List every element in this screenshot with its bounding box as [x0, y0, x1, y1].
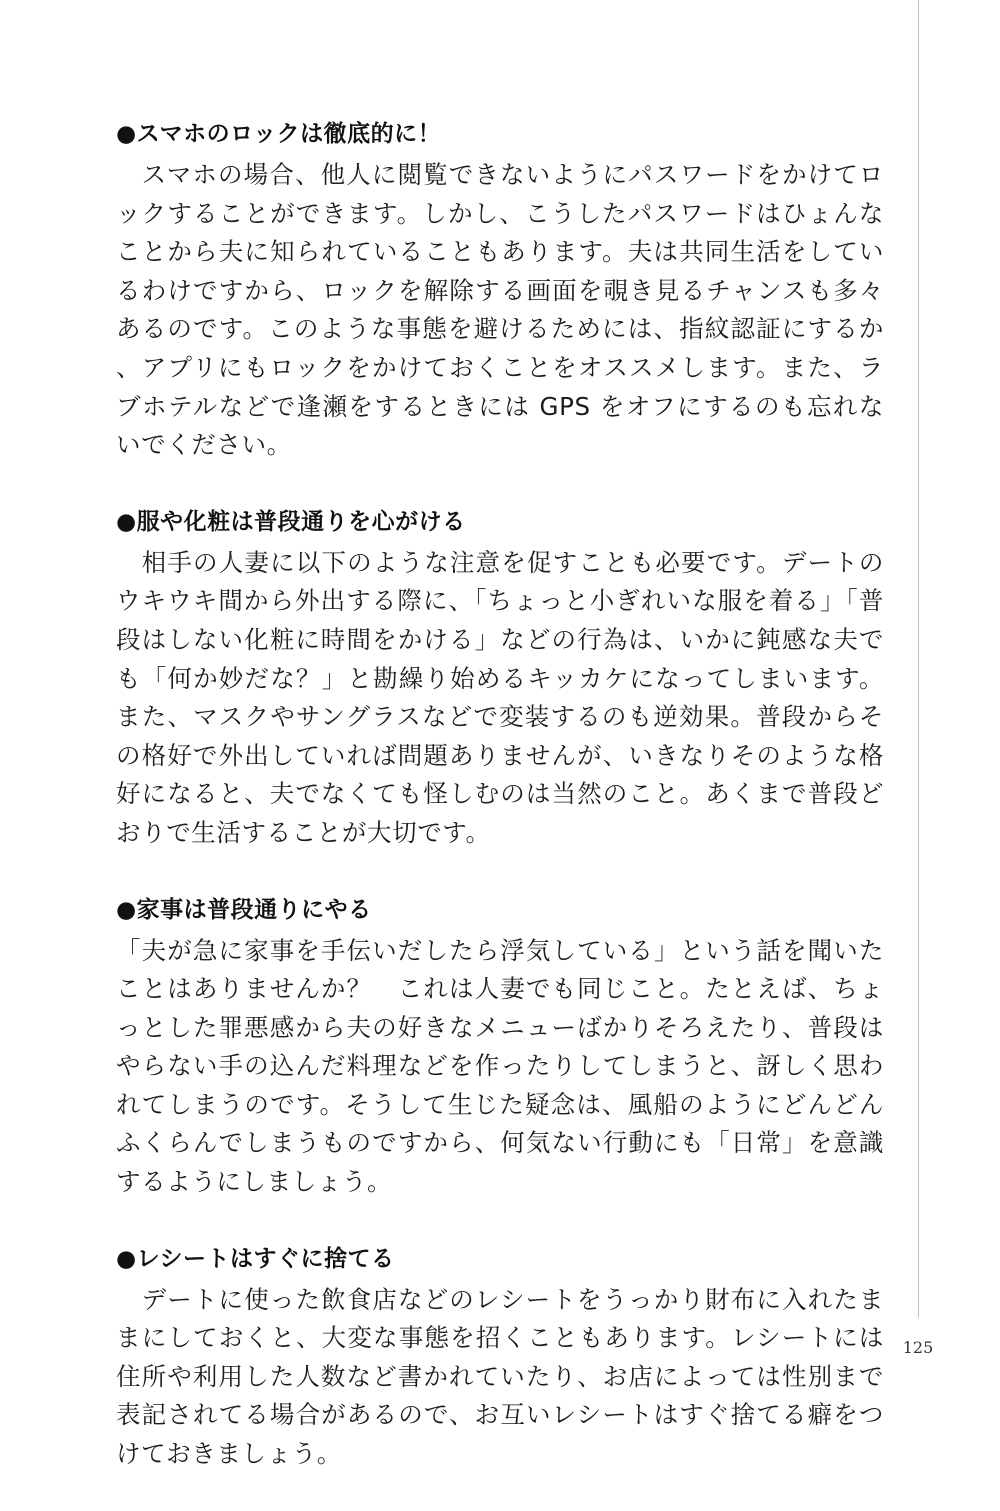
section-heading: ●スマホのロックは徹底的に！ [116, 121, 442, 147]
section-housework [116, 890, 884, 1202]
section-body: スマホの場合、他人に閲覧できないようにパスワードをかけてロックすることができます。しかし、こうしたパスワードはひょんなことから夫に知られていることもあります。夫は共同生活をしているわけですから、ロックを解除する画面を覗き見るチャンスも多々あるのです。このような事態を避けるためには、指紋認証にするか、アプリにもロックをかけておくことをオススメします。また、ラブホテルなどで逢瀬をするときには GPS をオフにするのも忘れないでください。 [116, 160, 884, 460]
section-body: 「夫が急に家事を手伝いだしたら浮気している」という話を聞いたことはありませんか？ これは人妻でも同じこと。たとえば、ちょっとした罪悪感から夫の好きなメニューばかりそろえたり、普段はやらない手の込んだ料理などを作ったりしてしまうと、訝しく思われてしまうのです。そうして生じた疑念は、風船のようにどんどんふくらんでしまうものですから、何気ない行動にも「日常」を意識するようにしましょう。 [116, 935, 884, 1197]
page-number: 125 [902, 1338, 934, 1357]
section-smartphone-lock [116, 114, 884, 465]
section-body: 相手の人妻に以下のような注意を促すことも必要です。デートのウキウキ間から外出する際に、「ちょっと小ぎれいな服を着る」「普段はしない化粧に時間をかける」などの行為は、いかに鈍感な夫でも「何か妙だな？」と勘繰り始めるキッカケになってしまいます。また、マスクやサングラスなどで変装するのも逆効果。普段からその格好で外出していれば問題ありませんが、いきなりそのような格好になると、夫でなくても怪しむのは当然のこと。あくまで普段どおりで生活することが大切です。 [116, 547, 884, 847]
text-column [116, 114, 884, 1511]
section-clothes-makeup [116, 502, 884, 853]
section-heading: ●家事は普段通りにやる [116, 896, 372, 923]
section-heading: ●服や化粧は普段通りを心がける [116, 508, 466, 535]
section-heading: ●レシートはすぐに捨てる [116, 1245, 395, 1272]
page-edge-rule [918, 0, 919, 1318]
section-receipts [116, 1239, 884, 1474]
section-body: デートに使った飲食店などのレシートをうっかり財布に入れたままにしておくと、大変な事態を招くこともあります。レシートには住所や利用した人数など書かれていたり、お店によっては性別まで表記されてる場合があるので、お互いレシートはすぐ捨てる癖をつけておきましょう。 [116, 1284, 884, 1469]
